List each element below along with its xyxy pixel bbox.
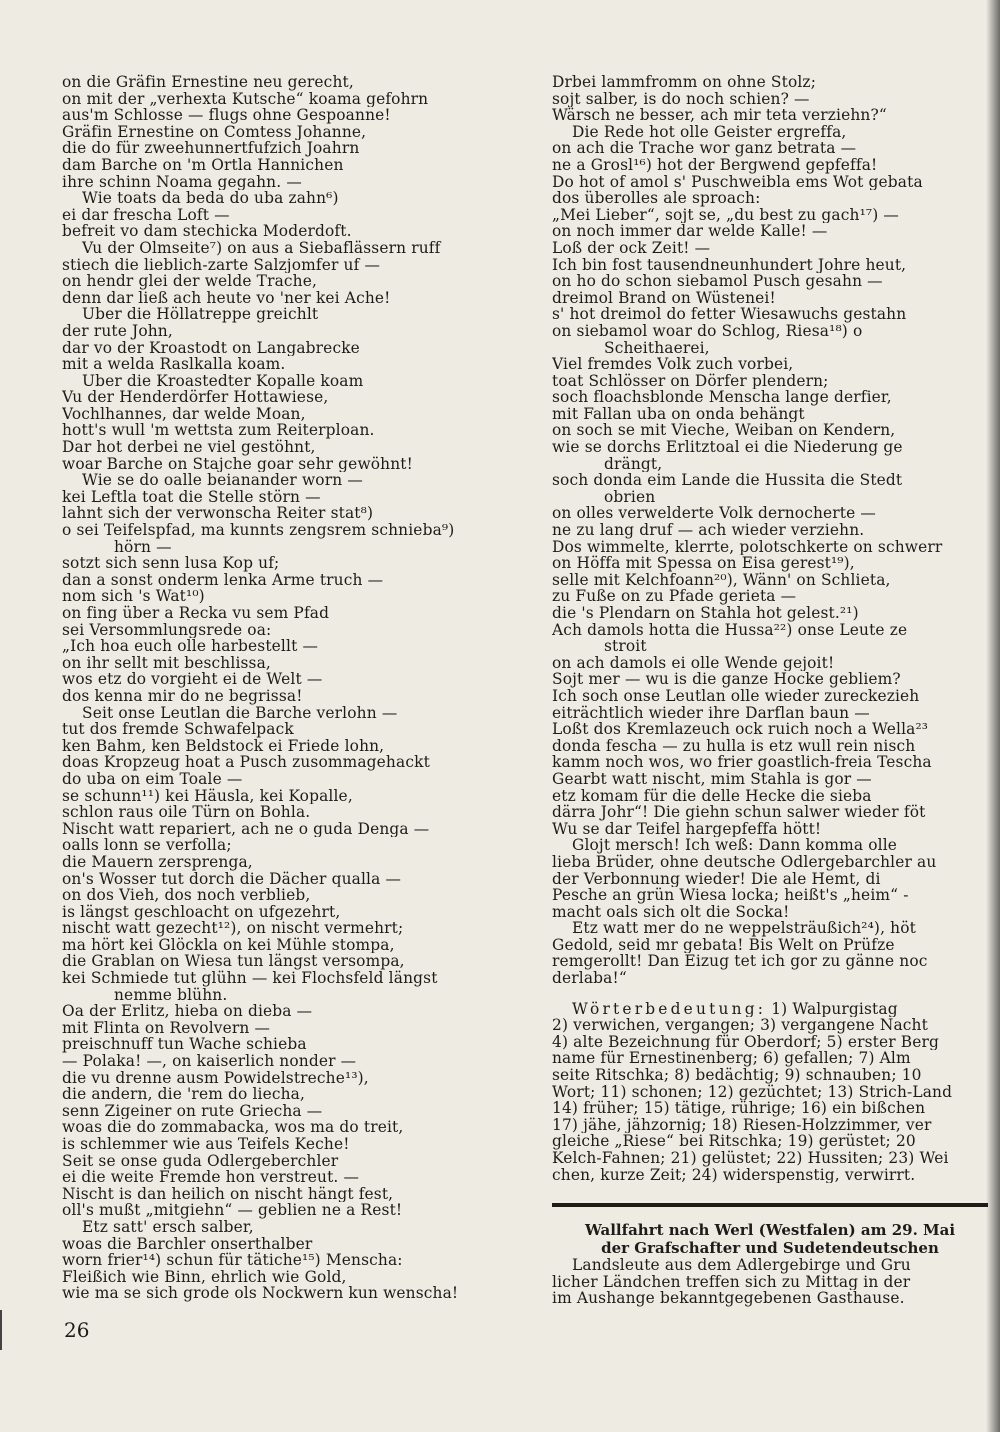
poem-line: on Höffa mit Spessa on Eisa gerest¹⁹), bbox=[552, 555, 855, 572]
poem-line: aus'm Schlosse — flugs ohne Gespoanne! bbox=[62, 107, 391, 124]
glossary-line: 2) verwichen, vergangen; 3) vergangene Nacht bbox=[552, 1017, 928, 1034]
poem-line: on ach die Trache wor ganz betrata — bbox=[552, 140, 857, 157]
poem-line: — Polaka! —, on kaiserlich nonder — bbox=[62, 1053, 357, 1070]
poem-line: Pesche an grün Wiesa locka; heißt's „heim“ - bbox=[552, 887, 909, 904]
notice-body-line: Landsleute aus dem Adlergebirge und Gru bbox=[572, 1257, 911, 1274]
poem-line: der rute John, bbox=[62, 322, 173, 340]
margin-mark bbox=[0, 1310, 2, 1350]
poem-line: etz komam für die delle Hecke die sieba bbox=[552, 787, 872, 805]
poem-line: wie ma se sich grode ols Nockwern kun wenscha! bbox=[62, 1285, 459, 1302]
poem-line: die vu drenne ausm Powidelstreche¹³), bbox=[62, 1069, 369, 1087]
poem-line: ken Bahm, ken Beldstock ei Friede lohn, bbox=[62, 737, 385, 755]
poem-line: die 's Plendarn on Stahla hot gelest.²¹) bbox=[552, 605, 859, 622]
poem-line: Etz satt' ersch salber, bbox=[82, 1218, 254, 1236]
notice-title: Wallfahrt nach Werl (Westfalen) am 29. Mai bbox=[584, 1221, 956, 1240]
glossary-line: 17) jähe, jähzornig; 18) Riesen-Holzzimmer, ver bbox=[552, 1116, 932, 1134]
poem-line: toat Schlösser on Dörfer plendern; bbox=[552, 372, 829, 390]
poem-line: mit Flinta on Revolvern — bbox=[62, 1019, 271, 1037]
poem-line: obrien bbox=[604, 488, 656, 506]
poem-line: Sojt mer — wu is die ganze Hocke gebliem? bbox=[552, 671, 901, 688]
poem-line: ei dar frescha Loft — bbox=[62, 206, 230, 224]
poem-line: Gedold, seid mr gebata! Bis Welt on Prüfze bbox=[552, 936, 895, 954]
poem-line: nom sich 's Wat¹⁰) bbox=[62, 588, 205, 605]
poem-line: sotzt sich senn lusa Kop uf; bbox=[62, 555, 280, 572]
poem-line: lahnt sich der verwonscha Reiter stat⁸) bbox=[62, 505, 374, 523]
poem-line: Die Rede hot olle Geister ergreffa, bbox=[572, 123, 847, 141]
right-column-poem bbox=[552, 74, 988, 987]
poem-line: on soch se mit Vieche, Weiban on Kendern, bbox=[552, 422, 896, 440]
poem-line: stiech die lieblich-zarte Salzjomfer uf — bbox=[62, 256, 380, 274]
poem-line: Wu se dar Teifel hargepfeffa hött! bbox=[552, 820, 822, 838]
poem-line: Gräfin Ernestine on Comtess Johanne, bbox=[62, 123, 367, 141]
poem-line: s' hot dreimol do fetter Wiesawuchs gestahn bbox=[552, 306, 907, 323]
glossary-line: gleiche „Riese“ bei Ritschka; 19) gerüstet; 20 bbox=[552, 1133, 916, 1150]
poem-line: woas die Barchler onserthalber bbox=[62, 1235, 313, 1253]
poem-line: wie se dorchs Erlitztoal ei die Niederung ge bbox=[552, 439, 903, 456]
poem-line: Vochlhannes, dar welde Moan, bbox=[62, 405, 306, 423]
poem-line: Do hot of amol s' Puschweibla ems Wot gebata bbox=[552, 173, 923, 191]
poem-line: Drbei lammfromm on ohne Stolz; bbox=[552, 74, 817, 91]
poem-line: Vu der Henderdörfer Hottawiese, bbox=[62, 389, 329, 406]
poem-line: Loß der ock Zeit! — bbox=[552, 239, 711, 257]
poem-line: Ich soch onse Leutlan olle wieder zureckezieh bbox=[552, 687, 920, 705]
poem-line: on mit der „verhexta Kutsche“ koama gefohrn bbox=[62, 90, 429, 108]
glossary-line: Kelch-Fahnen; 21) gelüstet; 22) Hussiten; 23) Wei bbox=[552, 1150, 949, 1167]
glossary-line: seite Ritschka; 8) bedächtig; 9) schnauben; 10 bbox=[552, 1067, 922, 1084]
poem-line: Fleißich wie Binn, ehrlich wie Gold, bbox=[62, 1268, 347, 1286]
poem-line: tut dos fremde Schwafelpack bbox=[62, 721, 294, 738]
poem-line: Nischt is dan heilich on nischt hängt fest, bbox=[62, 1185, 394, 1203]
poem-line: donda fescha — zu hulla is etz wull rein nisch bbox=[552, 737, 916, 755]
poem-line: kei Schmiede tut glühn — kei Flochsfeld längst bbox=[62, 970, 438, 987]
glossary-line: 4) alte Bezeichnung für Oberdorf; 5) erster Berg bbox=[552, 1033, 940, 1051]
poem-line: on ho do schon siebamol Pusch gesahn — bbox=[552, 273, 883, 290]
poem-line: preischnuff tun Wache schieba bbox=[62, 1036, 307, 1054]
notice-subtitle: der Grafschafter und Sudetendeutschen bbox=[601, 1239, 939, 1258]
glossary-first-line bbox=[552, 1001, 988, 1018]
poem-line: is schlemmer wie aus Teifels Keche! bbox=[62, 1136, 350, 1153]
poem-line: oll's mußt „mitgiehn“ — geblien ne a Rest! bbox=[62, 1202, 403, 1219]
poem-line: sei Versommlungsrede oa: bbox=[62, 621, 272, 639]
poem-line: dan a sonst onderm lenka Arme truch — bbox=[62, 571, 384, 589]
poem-line: senn Zigeiner on rute Griecha — bbox=[62, 1102, 323, 1120]
poem-line: Seit onse Leutlan die Barche verlohn — bbox=[82, 704, 398, 722]
glossary-line: 1) Walpurgistag bbox=[771, 1000, 898, 1018]
right-column bbox=[552, 74, 988, 1307]
poem-line: Gearbt watt nischt, mim Stahla is gor — bbox=[552, 770, 872, 788]
poem-line: selle mit Kelchfoann²⁰), Wänn' on Schlieta, bbox=[552, 571, 891, 589]
poem-line: ma hört kei Glöckla on kei Mühle stompa, bbox=[62, 936, 395, 954]
poem-line: mit Fallan uba on onda behängt bbox=[552, 405, 805, 423]
poem-line: remgerollt! Dan Eizug tet ich gor zu gänne noc bbox=[552, 953, 928, 971]
poem-line: oalls lonn se verfolla; bbox=[62, 837, 232, 854]
poem-line: Scheithaerei, bbox=[604, 339, 710, 357]
poem-line: on ihr sellt mit beschlissa, bbox=[62, 654, 271, 672]
poem-line: eiträchtlich wieder ihre Darflan baun — bbox=[552, 704, 870, 722]
poem-line: kei Leftla toat die Stelle störn — bbox=[62, 488, 321, 506]
poem-line: on dos Vieh, dos noch verblieb, bbox=[62, 887, 311, 904]
poem-line: derlaba!“ bbox=[552, 970, 627, 987]
poem-line: o sei Teifelspfad, ma kunnts zengsrem schnieba⁹) bbox=[62, 522, 455, 539]
poem-line: dos überolles ale sproach: bbox=[552, 190, 761, 207]
poem-line: stroit bbox=[604, 638, 647, 655]
poem-line: wos etz do vorgieht ei de Welt — bbox=[62, 671, 323, 688]
poem-line: lieba Brüder, ohne deutsche Odlergebarchler au bbox=[552, 853, 937, 871]
poem-line: on die Gräfin Ernestine neu gerecht, bbox=[62, 74, 354, 91]
poem-line: Dos wimmelte, klerrte, polotschkerte on schwerr bbox=[552, 538, 943, 556]
poem-line: doas Kropzeug hoat a Pusch zusommagehackt bbox=[62, 754, 430, 771]
poem-line: ihre schinn Noama gegahn. — bbox=[62, 173, 302, 191]
poem-line: ei die weite Fremde hon verstreut. — bbox=[62, 1169, 360, 1186]
poem-line: Über die Höllatreppe greichlt bbox=[82, 306, 319, 323]
poem-line: macht oals sich olt die Socka! bbox=[552, 903, 790, 921]
poem-line: Oa der Erlitz, hieba on dieba — bbox=[62, 1003, 313, 1020]
glossary-line: 14) früher; 15) tätige, rührige; 16) ein bißchen bbox=[552, 1100, 926, 1117]
poem-line: die Grablan on Wiesa tun längst versompa, bbox=[62, 953, 405, 971]
poem-line: sojt salber, is do noch schien? — bbox=[552, 90, 810, 108]
poem-line: nischt watt gezecht¹²), on nischt vermehrt; bbox=[62, 920, 404, 937]
poem-line: Ich bin fost tausendneunhundert Johre heut, bbox=[552, 256, 907, 274]
poem-line: woas die do zommabacka, wos ma do treit, bbox=[62, 1119, 404, 1136]
poem-line: Wie se do oalle beianander worn — bbox=[82, 472, 363, 489]
poem-line: Wie toats da beda do uba zahn⁶) bbox=[82, 190, 339, 207]
poem-line: Glojt mersch! Ich weß: Dann komma olle bbox=[572, 837, 898, 854]
poem-line: soch floachsblonde Menscha lange derfier, bbox=[552, 389, 892, 406]
poem-line: die andern, die 'rem do liecha, bbox=[62, 1086, 306, 1103]
poem-line: nemme blühn. bbox=[114, 986, 228, 1004]
poem-line: worn frier¹⁴) schun für tätiche¹⁵) Menscha: bbox=[62, 1252, 403, 1269]
glossary-line: name für Ernestinenberg; 6) gefallen; 7) Alm bbox=[552, 1050, 911, 1068]
poem-line: denn dar ließ ach heute vo 'ner kei Ache! bbox=[62, 289, 391, 307]
poem-line: on siebamol woar do Schlog, Riesa¹⁸) o bbox=[552, 322, 863, 340]
glossary bbox=[552, 1001, 988, 1184]
poem-line: Loßt dos Kremlazeuch ock ruich noch a Wella²³ bbox=[552, 721, 929, 738]
poem-line: schlon raus oile Türn on Bohla. bbox=[62, 804, 311, 821]
notice-body-line: im Aushange bekanntgegebenen Gasthause. bbox=[552, 1290, 905, 1307]
poem-line: on hendr glei der welde Trache, bbox=[62, 273, 318, 290]
poem-line: Dar hot derbei ne viel gestöhnt, bbox=[62, 439, 316, 456]
section-divider bbox=[552, 1203, 988, 1207]
page-number: 26 bbox=[64, 1318, 90, 1342]
poem-line: on noch immer dar welde Kalle! — bbox=[552, 223, 828, 240]
glossary-body bbox=[552, 1017, 988, 1183]
poem-line: woar Barche on Stajche goar sehr gewöhnt! bbox=[62, 455, 413, 473]
poem-line: mit a welda Raslkalla koam. bbox=[62, 356, 286, 373]
poem-line: on ach damols ei olle Wende gejoit! bbox=[552, 654, 835, 672]
poem-line: Viel fremdes Volk zuch vorbei, bbox=[552, 356, 794, 373]
poem-line: kamm noch wos, wo frier goastlich-freia Tescha bbox=[552, 754, 932, 771]
page-edge-shadow bbox=[986, 0, 1000, 1432]
poem-line: on olles verwelderte Volk dernocherte — bbox=[552, 505, 876, 523]
notice-body-line: licher Ländchen treffen sich zu Mittag in der bbox=[552, 1273, 911, 1291]
poem-line: se schunn¹¹) kei Häusla, kei Kopalle, bbox=[62, 787, 353, 805]
poem-line: Seit se onse guda Odlergeberchler bbox=[62, 1152, 339, 1170]
poem-line: dam Barche on 'm Örtla Hannichen bbox=[62, 156, 344, 174]
poem-line: Nischt watt repariert, ach ne o guda Denga — bbox=[62, 820, 430, 838]
poem-line: hott's wull 'm wettsta zum Reiterploan. bbox=[62, 422, 375, 440]
poem-line: on fing über a Recka vu sem Pfad bbox=[62, 605, 330, 622]
poem-line: ne a Grosl¹⁶) hot der Bergwend gepfeffa! bbox=[552, 156, 878, 174]
poem-line: Wärsch ne besser, ach mir teta verziehn?“ bbox=[552, 107, 887, 124]
poem-line: Vu der Olmseite⁷) on aus a Siebaflässern ruff bbox=[82, 239, 441, 257]
poem-line: dreimol Brand on Wüstenei! bbox=[552, 289, 776, 307]
poem-line: Über die Kroastedter Kopalle koam bbox=[82, 372, 364, 390]
poem-line: dar vo der Kroastodt on Langabrecke bbox=[62, 339, 360, 357]
poem-line: die do für zweehunnertfufzich Joahrn bbox=[62, 140, 360, 157]
poem-line: „Mei Lieber“, sojt se, „du best zu gach¹⁷) — bbox=[552, 206, 899, 224]
poem-line: drängt, bbox=[604, 455, 663, 473]
poem-line: „Ich hoa euch olle harbestellt — bbox=[62, 638, 318, 655]
glossary-label: Wörterbedeutung: bbox=[572, 1000, 767, 1018]
poem-line: do uba on eim Toale — bbox=[62, 770, 243, 788]
poem-line: dos kenna mir do ne begrissa! bbox=[62, 687, 303, 705]
poem-line: befreit vo dam stechicka Moderdoft. bbox=[62, 223, 352, 240]
poem-line: on's Wosser tut dorch die Dächer qualla — bbox=[62, 870, 402, 888]
poem-line: der Verbonnung wieder! Die ale Hemt, di bbox=[552, 870, 881, 888]
poem-line: ne zu lang druf — ach wieder verziehn. bbox=[552, 522, 865, 539]
poem-line: hörn — bbox=[114, 538, 172, 556]
poem-line: därra Johr“! Die giehn schun salwer wieder föt bbox=[552, 804, 926, 821]
glossary-line: chen, kurze Zeit; 24) widerspenstig, verwirrt. bbox=[552, 1166, 916, 1184]
glossary-line: Wort; 11) schonen; 12) gezüchtet; 13) Strich-Land bbox=[552, 1083, 953, 1101]
poem-line: is längst geschloacht on ufgezehrt, bbox=[62, 903, 341, 921]
notice bbox=[552, 1221, 988, 1307]
poem-line: Ach damols hotta die Hussa²²) onse Leute ze bbox=[552, 621, 908, 639]
poem-line: Etz watt mer do ne weppelsträußich²⁴), höt bbox=[572, 920, 916, 937]
poem-line: die Mauern zersprenga, bbox=[62, 853, 253, 871]
poem-line: soch donda eim Lande die Hussita die Stedt bbox=[552, 472, 903, 489]
poem-line: zu Fuße on zu Pfade gerieta — bbox=[552, 588, 797, 605]
left-column bbox=[62, 74, 528, 1302]
